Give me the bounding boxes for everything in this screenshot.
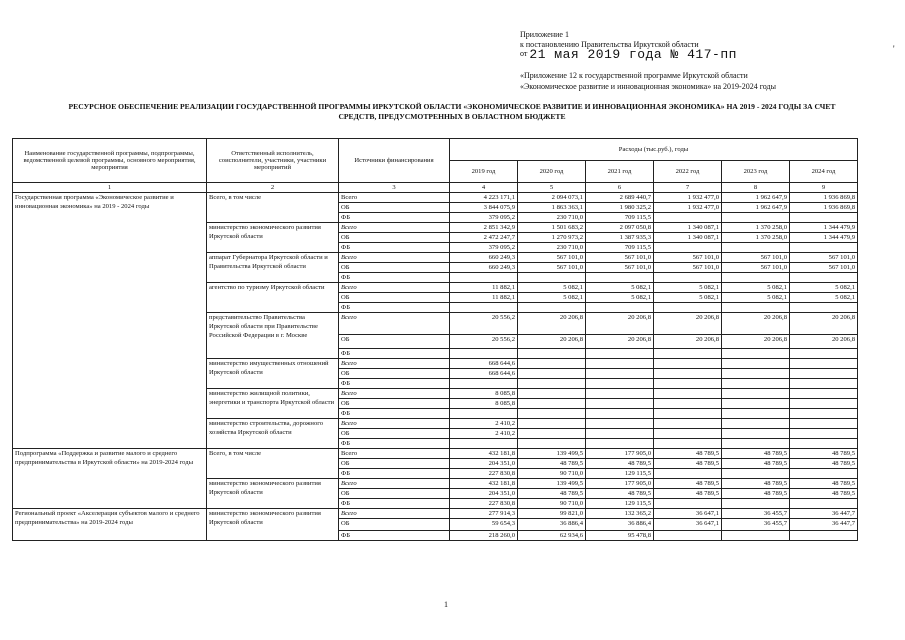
- value-cell: [722, 213, 790, 223]
- value-cell: [722, 409, 790, 419]
- value-cell: [790, 399, 858, 409]
- value-cell: [586, 399, 654, 409]
- value-cell: 432 181,8: [450, 479, 518, 489]
- value-cell: [518, 379, 586, 389]
- value-cell: 5 082,1: [790, 293, 858, 303]
- value-cell: [654, 369, 722, 379]
- value-cell: [654, 531, 722, 541]
- value-cell: 379 095,2: [450, 213, 518, 223]
- value-cell: [790, 531, 858, 541]
- value-cell: [654, 349, 722, 359]
- value-cell: [518, 419, 586, 429]
- value-cell: [790, 349, 858, 359]
- value-cell: 567 101,0: [790, 263, 858, 273]
- value-cell: [518, 273, 586, 283]
- appendix-block: [520, 30, 737, 60]
- value-cell: 277 914,3: [450, 509, 518, 519]
- value-cell: 48 789,5: [790, 479, 858, 489]
- value-cell: [654, 499, 722, 509]
- value-cell: 99 821,0: [518, 509, 586, 519]
- source-cell: ОБ: [339, 293, 450, 303]
- value-cell: 1 932 477,0: [654, 203, 722, 213]
- value-cell: [654, 409, 722, 419]
- value-cell: [518, 439, 586, 449]
- source-cell: ОБ: [339, 519, 450, 531]
- value-cell: 1 936 869,8: [790, 193, 858, 203]
- value-cell: [586, 419, 654, 429]
- table-row: [13, 509, 858, 519]
- value-cell: [790, 243, 858, 253]
- value-cell: 36 886,4: [518, 519, 586, 531]
- value-cell: 139 499,5: [518, 449, 586, 459]
- value-cell: [654, 469, 722, 479]
- value-cell: 1 340 087,1: [654, 223, 722, 233]
- source-cell: Всего: [339, 449, 450, 459]
- value-cell: 379 095,2: [450, 243, 518, 253]
- value-cell: [654, 389, 722, 399]
- value-cell: 1 387 935,3: [586, 233, 654, 243]
- value-cell: 1 370 258,0: [722, 233, 790, 243]
- value-cell: [450, 303, 518, 313]
- value-cell: [790, 499, 858, 509]
- source-cell: ОБ: [339, 335, 450, 349]
- value-cell: [654, 213, 722, 223]
- source-cell: ОБ: [339, 203, 450, 213]
- value-cell: [518, 389, 586, 399]
- executor-cell: министерство экономического развития Иркутской области: [207, 479, 339, 509]
- source-cell: ФБ: [339, 439, 450, 449]
- value-cell: 227 830,8: [450, 469, 518, 479]
- value-cell: [450, 273, 518, 283]
- value-cell: 177 905,0: [586, 449, 654, 459]
- value-cell: [790, 359, 858, 369]
- value-cell: [790, 379, 858, 389]
- value-cell: 48 789,5: [722, 489, 790, 499]
- source-cell: ОБ: [339, 399, 450, 409]
- value-cell: 48 789,5: [790, 489, 858, 499]
- value-cell: [790, 213, 858, 223]
- value-cell: 48 789,5: [722, 449, 790, 459]
- value-cell: 2 410,2: [450, 419, 518, 429]
- appendix-prefix: от: [520, 49, 528, 58]
- value-cell: 20 556,2: [450, 335, 518, 349]
- value-cell: 567 101,0: [586, 263, 654, 273]
- value-cell: [722, 379, 790, 389]
- value-cell: 709 115,5: [586, 213, 654, 223]
- value-cell: 48 789,5: [654, 489, 722, 499]
- value-cell: [654, 359, 722, 369]
- value-cell: 5 082,1: [722, 283, 790, 293]
- program-name-cell: Государственная программа «Экономическое развитие и инновационная экономика» на 2019 - 2024 годы: [13, 193, 207, 449]
- header-year: 2023 год: [722, 161, 790, 183]
- value-cell: [654, 419, 722, 429]
- header-exec-col: Ответственный исполнитель, соисполнители, участники, участники мероприятий: [207, 139, 339, 183]
- col-number: 5: [518, 183, 586, 193]
- value-cell: 2 094 073,1: [518, 193, 586, 203]
- value-cell: 5 082,1: [586, 283, 654, 293]
- value-cell: 36 886,4: [586, 519, 654, 531]
- value-cell: [790, 439, 858, 449]
- value-cell: [722, 369, 790, 379]
- source-cell: Всего: [339, 193, 450, 203]
- value-cell: [586, 409, 654, 419]
- value-cell: 36 647,1: [654, 509, 722, 519]
- value-cell: 11 882,1: [450, 293, 518, 303]
- source-cell: ОБ: [339, 459, 450, 469]
- source-cell: Всего: [339, 359, 450, 369]
- value-cell: [654, 243, 722, 253]
- value-cell: [790, 469, 858, 479]
- value-cell: 20 206,8: [790, 313, 858, 335]
- value-cell: 1 501 683,2: [518, 223, 586, 233]
- value-cell: 2 097 050,8: [586, 223, 654, 233]
- value-cell: [450, 409, 518, 419]
- value-cell: 11 882,1: [450, 283, 518, 293]
- executor-cell: представительство Правительства Иркутской области при Правительстве Российской Федерации в г. Москве: [207, 313, 339, 359]
- source-cell: ФБ: [339, 531, 450, 541]
- value-cell: [722, 273, 790, 283]
- value-cell: [586, 303, 654, 313]
- value-cell: [790, 409, 858, 419]
- value-cell: [790, 389, 858, 399]
- value-cell: 668 644,6: [450, 369, 518, 379]
- side-mark: ': [893, 44, 895, 54]
- value-cell: 668 644,6: [450, 359, 518, 369]
- value-cell: [654, 273, 722, 283]
- value-cell: 5 082,1: [654, 293, 722, 303]
- value-cell: 20 206,8: [586, 335, 654, 349]
- value-cell: [722, 243, 790, 253]
- header-name-col: Наименование государственной программы, подпрограммы, ведомственной целевой программы, основного мероприятия, мероприятия: [13, 139, 207, 183]
- value-cell: 5 082,1: [586, 293, 654, 303]
- value-cell: 204 351,0: [450, 489, 518, 499]
- value-cell: [518, 303, 586, 313]
- value-cell: [654, 439, 722, 449]
- value-cell: 3 844 075,9: [450, 203, 518, 213]
- source-cell: ОБ: [339, 369, 450, 379]
- value-cell: 227 830,8: [450, 499, 518, 509]
- header-year: 2024 год: [790, 161, 858, 183]
- table-row: [13, 449, 858, 459]
- value-cell: [586, 273, 654, 283]
- value-cell: 8 085,8: [450, 399, 518, 409]
- source-cell: ФБ: [339, 273, 450, 283]
- col-number: 9: [790, 183, 858, 193]
- value-cell: [450, 379, 518, 389]
- value-cell: 48 789,5: [586, 459, 654, 469]
- value-cell: [586, 439, 654, 449]
- col-number: 4: [450, 183, 518, 193]
- value-cell: 2 472 247,7: [450, 233, 518, 243]
- executor-cell: министерство экономического развития Иркутской области: [207, 509, 339, 541]
- value-cell: [518, 349, 586, 359]
- value-cell: 1 932 477,0: [654, 193, 722, 203]
- source-cell: ФБ: [339, 303, 450, 313]
- value-cell: [722, 303, 790, 313]
- program-note: [520, 70, 776, 92]
- value-cell: 567 101,0: [722, 253, 790, 263]
- source-cell: Всего: [339, 419, 450, 429]
- value-cell: [654, 379, 722, 389]
- value-cell: 129 115,5: [586, 499, 654, 509]
- appendix-line-1: Приложение 1: [520, 30, 569, 39]
- value-cell: 139 499,5: [518, 479, 586, 489]
- value-cell: 2 410,2: [450, 429, 518, 439]
- executor-cell: министерство строительства, дорожного хозяйства Иркутской области: [207, 419, 339, 449]
- source-cell: ФБ: [339, 469, 450, 479]
- value-cell: 1 344 479,9: [790, 233, 858, 243]
- value-cell: 20 206,8: [790, 335, 858, 349]
- value-cell: 567 101,0: [722, 263, 790, 273]
- source-cell: ОБ: [339, 233, 450, 243]
- col-number: 7: [654, 183, 722, 193]
- value-cell: [790, 273, 858, 283]
- value-cell: 36 647,1: [654, 519, 722, 531]
- value-cell: [722, 419, 790, 429]
- page-number: 1: [444, 600, 448, 609]
- value-cell: 20 206,8: [722, 313, 790, 335]
- col-number: 8: [722, 183, 790, 193]
- value-cell: 567 101,0: [654, 253, 722, 263]
- value-cell: [586, 349, 654, 359]
- value-cell: 20 556,2: [450, 313, 518, 335]
- value-cell: 567 101,0: [790, 253, 858, 263]
- source-cell: Всего: [339, 313, 450, 335]
- value-cell: 48 789,5: [790, 449, 858, 459]
- value-cell: 20 206,8: [722, 335, 790, 349]
- value-cell: 132 365,2: [586, 509, 654, 519]
- resource-table: [12, 138, 858, 541]
- value-cell: 5 082,1: [518, 293, 586, 303]
- value-cell: [722, 531, 790, 541]
- value-cell: [586, 379, 654, 389]
- executor-cell: аппарат Губернатора Иркутской области и Правительства Иркутской области: [207, 253, 339, 283]
- value-cell: 4 223 171,1: [450, 193, 518, 203]
- value-cell: [654, 303, 722, 313]
- source-cell: Всего: [339, 509, 450, 519]
- value-cell: 48 789,5: [722, 479, 790, 489]
- value-cell: [586, 359, 654, 369]
- value-cell: 48 789,5: [654, 449, 722, 459]
- header-year: 2019 год: [450, 161, 518, 183]
- value-cell: 36 455,7: [722, 509, 790, 519]
- value-cell: 20 206,8: [518, 313, 586, 335]
- value-cell: 5 082,1: [654, 283, 722, 293]
- header-year: 2020 год: [518, 161, 586, 183]
- value-cell: 1 863 363,1: [518, 203, 586, 213]
- source-cell: Всего: [339, 253, 450, 263]
- value-cell: [518, 369, 586, 379]
- header-source-col: Источники финансирования: [339, 139, 450, 183]
- value-cell: 567 101,0: [518, 263, 586, 273]
- value-cell: 5 082,1: [518, 283, 586, 293]
- table-row: [13, 193, 858, 203]
- value-cell: [790, 303, 858, 313]
- source-cell: Всего: [339, 389, 450, 399]
- value-cell: 2 689 440,7: [586, 193, 654, 203]
- value-cell: 1 980 325,2: [586, 203, 654, 213]
- value-cell: [722, 439, 790, 449]
- value-cell: 48 789,5: [586, 489, 654, 499]
- value-cell: [586, 389, 654, 399]
- note-line-2: «Экономическое развитие и инновационная экономика» на 2019-2024 годы: [520, 82, 776, 91]
- source-cell: ФБ: [339, 379, 450, 389]
- value-cell: [586, 429, 654, 439]
- title-line-2: СРЕДСТВ, ПРЕДУСМОТРЕННЫХ В ОБЛАСТНОМ БЮДЖЕТЕ: [338, 112, 566, 121]
- value-cell: [722, 469, 790, 479]
- value-cell: 8 085,8: [450, 389, 518, 399]
- table-body: [13, 193, 858, 541]
- value-cell: 567 101,0: [518, 253, 586, 263]
- value-cell: 48 789,5: [518, 459, 586, 469]
- value-cell: 1 340 087,1: [654, 233, 722, 243]
- value-cell: 567 101,0: [654, 263, 722, 273]
- value-cell: 48 789,5: [722, 459, 790, 469]
- value-cell: 177 905,0: [586, 479, 654, 489]
- value-cell: 36 447,7: [790, 519, 858, 531]
- value-cell: 709 115,5: [586, 243, 654, 253]
- value-cell: 20 206,8: [654, 335, 722, 349]
- program-name-cell: Региональный проект «Акселерация субъектов малого и среднего предпринимательства» на 2019-2024 годы: [13, 509, 207, 541]
- col-number: 2: [207, 183, 339, 193]
- value-cell: [722, 359, 790, 369]
- source-cell: ОБ: [339, 263, 450, 273]
- value-cell: 230 710,0: [518, 243, 586, 253]
- value-cell: 36 455,7: [722, 519, 790, 531]
- value-cell: [722, 429, 790, 439]
- value-cell: [450, 349, 518, 359]
- value-cell: 204 351,0: [450, 459, 518, 469]
- value-cell: [654, 429, 722, 439]
- title-line-1: РЕСУРСНОЕ ОБЕСПЕЧЕНИЕ РЕАЛИЗАЦИИ ГОСУДАРСТВЕННОЙ ПРОГРАММЫ ИРКУТСКОЙ ОБЛАСТИ «ЭКОНОМИЧЕСКОЕ РАЗВИТИЕ И ИННОВАЦИОННАЯ ЭКОНОМИКА» НА 2019 - 2024 ГОДЫ ЗА СЧЕТ: [68, 102, 836, 111]
- column-number-row: [13, 183, 858, 193]
- value-cell: [722, 389, 790, 399]
- document-title: [14, 102, 890, 122]
- value-cell: [654, 399, 722, 409]
- executor-cell: Всего, в том числе: [207, 449, 339, 479]
- value-cell: [722, 499, 790, 509]
- header-expenses: Расходы (тыс.руб.), годы: [450, 139, 858, 161]
- value-cell: 20 206,8: [586, 313, 654, 335]
- value-cell: 48 789,5: [654, 479, 722, 489]
- source-cell: ФБ: [339, 409, 450, 419]
- value-cell: [518, 429, 586, 439]
- value-cell: 5 082,1: [790, 283, 858, 293]
- col-number: 6: [586, 183, 654, 193]
- col-number: 3: [339, 183, 450, 193]
- value-cell: 1 936 869,8: [790, 203, 858, 213]
- value-cell: 660 249,3: [450, 253, 518, 263]
- header-year: 2022 год: [654, 161, 722, 183]
- header-year: 2021 год: [586, 161, 654, 183]
- source-cell: ОБ: [339, 489, 450, 499]
- executor-cell: Всего, в том числе: [207, 193, 339, 223]
- value-cell: 218 260,0: [450, 531, 518, 541]
- value-cell: [586, 369, 654, 379]
- executor-cell: министерство экономического развития Иркутской области: [207, 223, 339, 253]
- value-cell: 48 789,5: [518, 489, 586, 499]
- value-cell: 567 101,0: [586, 253, 654, 263]
- value-cell: 1 962 647,9: [722, 193, 790, 203]
- source-cell: Всего: [339, 223, 450, 233]
- value-cell: [518, 359, 586, 369]
- value-cell: 48 789,5: [790, 459, 858, 469]
- source-cell: Всего: [339, 283, 450, 293]
- value-cell: 5 082,1: [722, 293, 790, 303]
- source-cell: Всего: [339, 479, 450, 489]
- appendix-date-line: [520, 49, 737, 60]
- value-cell: 20 206,8: [518, 335, 586, 349]
- program-name-cell: Подпрограмма «Поддержка и развитие малого и среднего предпринимательства в Иркутской области» на 2019-2024 годы: [13, 449, 207, 509]
- source-cell: ФБ: [339, 499, 450, 509]
- value-cell: 1 962 647,9: [722, 203, 790, 213]
- value-cell: 95 478,8: [586, 531, 654, 541]
- value-cell: 1 370 258,0: [722, 223, 790, 233]
- executor-cell: министерство имущественных отношений Иркутской области: [207, 359, 339, 389]
- appendix-line-2: к постановлению Правительства Иркутской области: [520, 39, 699, 49]
- value-cell: 129 115,5: [586, 469, 654, 479]
- value-cell: [722, 399, 790, 409]
- value-cell: [518, 409, 586, 419]
- value-cell: [790, 419, 858, 429]
- value-cell: 90 710,0: [518, 499, 586, 509]
- value-cell: 1 344 479,9: [790, 223, 858, 233]
- executor-cell: министерство жилищной политики, энергетики и транспорта Иркутской области: [207, 389, 339, 419]
- source-cell: ОБ: [339, 429, 450, 439]
- value-cell: [450, 439, 518, 449]
- source-cell: ФБ: [339, 243, 450, 253]
- note-line-1: «Приложение 12 к государственной программе Иркутской области: [520, 71, 748, 80]
- col-number: 1: [13, 183, 207, 193]
- value-cell: 660 249,3: [450, 263, 518, 273]
- value-cell: 36 447,7: [790, 509, 858, 519]
- source-cell: ФБ: [339, 349, 450, 359]
- value-cell: [790, 429, 858, 439]
- value-cell: [518, 399, 586, 409]
- value-cell: 48 789,5: [654, 459, 722, 469]
- value-cell: 2 851 342,9: [450, 223, 518, 233]
- value-cell: 62 934,6: [518, 531, 586, 541]
- value-cell: 432 181,8: [450, 449, 518, 459]
- value-cell: 59 654,3: [450, 519, 518, 531]
- source-cell: ФБ: [339, 213, 450, 223]
- value-cell: 230 710,0: [518, 213, 586, 223]
- value-cell: [790, 369, 858, 379]
- value-cell: 1 270 973,2: [518, 233, 586, 243]
- value-cell: [722, 349, 790, 359]
- executor-cell: агентство по туризму Иркутской области: [207, 283, 339, 313]
- appendix-date: 21 мая 2019 года № 417-пп: [529, 47, 737, 62]
- value-cell: 20 206,8: [654, 313, 722, 335]
- value-cell: 90 710,0: [518, 469, 586, 479]
